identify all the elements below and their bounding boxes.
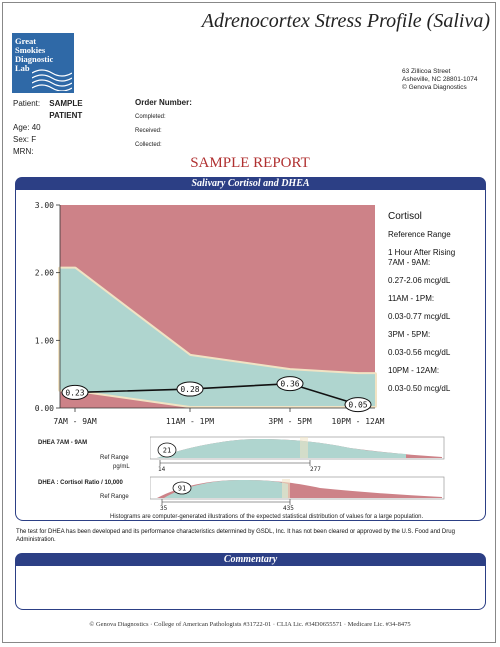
data-label: 0.28 bbox=[180, 385, 200, 395]
legend-time: 7AM - 9AM: bbox=[388, 258, 431, 267]
order-number-label: Order Number: bbox=[135, 98, 192, 107]
page-footer: © Genova Diagnostics · College of American Pathologists #31722-01 · CLIA Lic. #34D0655571 · Medicare Lic. #34-8475 bbox=[89, 621, 411, 628]
legend-range: 0.03-0.56 mcg/dL bbox=[388, 348, 451, 357]
y-tick-label: 0.00 bbox=[34, 404, 54, 413]
y-tick-label: 3.00 bbox=[34, 201, 54, 210]
sex-label: Sex: bbox=[13, 135, 30, 144]
x-tick-label: 10PM - 12AM bbox=[331, 417, 385, 426]
ratio-title: DHEA : Cortisol Ratio / 10,000 bbox=[38, 480, 123, 486]
chart-section-header: Salivary Cortisol and DHEA bbox=[15, 177, 486, 190]
legend-time: 10PM - 12AM: bbox=[388, 366, 440, 375]
age-value: 40 bbox=[31, 123, 41, 132]
patient-label: Patient: bbox=[13, 99, 41, 108]
data-label: 0.36 bbox=[280, 379, 300, 389]
x-tick-label: 7AM - 9AM bbox=[53, 417, 97, 426]
address-line: © Genova Diagnostics bbox=[402, 84, 467, 91]
address-line: 63 Zillicoa Street bbox=[402, 68, 451, 75]
mrn-label: MRN: bbox=[13, 147, 34, 156]
order-info bbox=[135, 98, 192, 152]
legend-range: 0.03-0.77 mcg/dL bbox=[388, 312, 451, 321]
y-tick-label: 1.00 bbox=[34, 336, 54, 346]
commentary-panel bbox=[15, 566, 486, 610]
ratio-low: 35 bbox=[160, 505, 168, 512]
x-tick-label: 3PM - 5PM bbox=[268, 417, 312, 426]
data-label: 0.23 bbox=[65, 388, 85, 398]
address-line: Asheville, NC 28801-1074 bbox=[402, 76, 478, 83]
patient-name: SAMPLE bbox=[49, 99, 83, 108]
legend-title: Cortisol bbox=[388, 211, 422, 222]
patient-info bbox=[13, 98, 83, 158]
logo-waves-icon bbox=[32, 67, 72, 91]
ratio-histogram bbox=[150, 476, 445, 514]
commentary-header: Commentary bbox=[15, 553, 486, 566]
dhea-low: 14 bbox=[158, 466, 166, 473]
patient-name-2: PATIENT bbox=[49, 111, 83, 120]
report-title: SAMPLE REPORT bbox=[190, 155, 310, 171]
collected-label: Collected: bbox=[135, 142, 162, 148]
legend-time: 11AM - 1PM: bbox=[388, 294, 435, 303]
legend-range: 0.03-0.50 mcg/dL bbox=[388, 384, 451, 393]
logo-line-4: Lab bbox=[15, 63, 30, 73]
ratio-value: 91 bbox=[177, 484, 187, 493]
dhea-value: 21 bbox=[162, 446, 172, 455]
received-label: Received: bbox=[135, 128, 162, 134]
x-tick-label: 11AM - 1PM bbox=[165, 417, 215, 426]
legend-time: 3PM - 5PM: bbox=[388, 330, 431, 339]
ratio-ref-label: Ref Range bbox=[100, 494, 129, 500]
completed-label: Completed: bbox=[135, 114, 166, 120]
fda-disclaimer: The test for DHEA has been developed and its performance characteristics determined by GSDL, Inc. It has not been cleared or approved by the U.S. Food and Drug Administration. bbox=[16, 529, 455, 543]
dhea-histogram bbox=[150, 436, 445, 476]
sex-value: F bbox=[31, 135, 37, 144]
dhea-ref-label: Ref Range bbox=[100, 455, 129, 461]
y-tick-label: 2.00 bbox=[34, 268, 54, 278]
histogram-note: Histograms are computer-generated illustrations of the expected statistical distribution of values for a large population. bbox=[110, 514, 424, 520]
logo-line-1: Great bbox=[15, 36, 37, 46]
age-label: Age: bbox=[13, 123, 30, 132]
dhea-high: 277 bbox=[310, 466, 321, 473]
lab-logo bbox=[12, 33, 74, 93]
dhea-title: DHEA 7AM - 9AM bbox=[38, 440, 88, 446]
cortisol-chart bbox=[20, 195, 385, 435]
data-label: 0.05 bbox=[348, 400, 368, 410]
ratio-high: 435 bbox=[283, 505, 294, 512]
legend-range: 0.27-2.06 mcg/dL bbox=[388, 276, 451, 285]
cortisol-legend bbox=[388, 212, 455, 394]
legend-ref-range: Reference Range bbox=[388, 230, 451, 239]
page-title: Adrenocortex Stress Profile (Saliva) bbox=[201, 10, 490, 32]
lab-address bbox=[402, 68, 478, 92]
legend-time: 1 Hour After Rising bbox=[388, 248, 456, 257]
logo-line-2: Smokies bbox=[15, 45, 46, 55]
dhea-unit-label: pg/mL bbox=[113, 464, 130, 470]
logo-line-3: Diagnostic bbox=[15, 54, 54, 64]
